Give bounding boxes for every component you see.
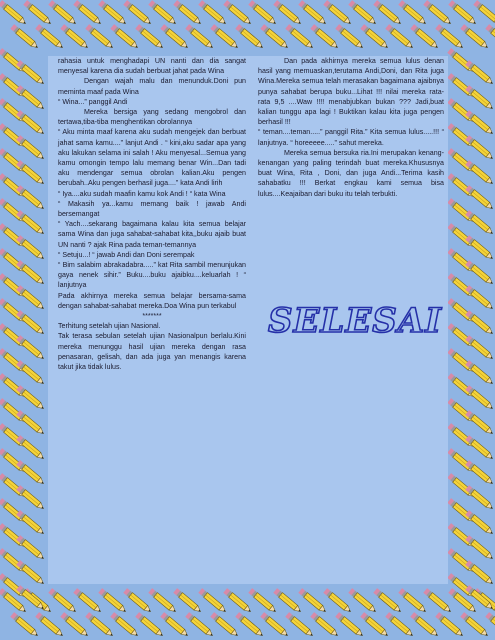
pencil-icon: [310, 24, 339, 50]
pencil-icon: [173, 588, 202, 614]
pencil-icon: [465, 510, 494, 536]
pencil-icon: [198, 0, 227, 26]
pencil-icon: [85, 612, 114, 638]
pencil-icon: [465, 285, 494, 311]
pencil-icon: [16, 235, 45, 261]
pencil-icon: [16, 335, 45, 361]
pencil-icon: [16, 360, 45, 386]
pencil-icon: [198, 588, 227, 614]
pencil-icon: [465, 535, 494, 561]
paragraph: *******: [142, 312, 162, 321]
pencil-icon: [465, 185, 494, 211]
pencil-icon: [16, 85, 45, 111]
pencil-icon: [410, 24, 439, 50]
pencil-icon: [135, 24, 164, 50]
pencil-icon: [60, 612, 89, 638]
pencil-icon: [248, 0, 277, 26]
pencil-icon: [110, 612, 139, 638]
pencil-icon: [260, 24, 289, 50]
pencil-icon: [16, 210, 45, 236]
pencil-icon: [16, 410, 45, 436]
pencil-icon: [435, 612, 464, 638]
pencil-icon: [460, 24, 489, 50]
selesai-text: SELESAI: [267, 301, 443, 341]
pencil-icon: [373, 588, 402, 614]
paragraph: “ Makasih ya...kamu memang baik ! jawab Andi bersemangat: [58, 199, 246, 219]
pencil-icon: [335, 24, 364, 50]
paragraph: “ Setuju...! “ jawab Andi dan Doni serempak: [58, 250, 195, 259]
pencil-icon: [148, 588, 177, 614]
pencil-icon: [335, 612, 364, 638]
pencil-icon: [348, 0, 377, 26]
pencil-icon: [235, 612, 264, 638]
pencil-icon: [385, 24, 414, 50]
pencil-icon: [10, 24, 39, 50]
pencil-icon: [465, 360, 494, 386]
paragraph: Pada akhirnya mereka semua belajar bersama-sama dengan sahabat-sahabat mereka.Doa Wina pun terkabul: [58, 291, 246, 310]
pencil-icon: [460, 612, 489, 638]
pencil-icon: [48, 0, 77, 26]
pencil-icon: [123, 0, 152, 26]
pencil-icon: [360, 612, 389, 638]
pencil-icon: [135, 612, 164, 638]
pencil-icon: [16, 485, 45, 511]
pencil-icon: [465, 385, 494, 411]
pencil-icon: [16, 185, 45, 211]
left-column: [58, 56, 246, 372]
paragraph: Tak terasa sebulan setelah ujian Nasionalpun berlalu.Kini mereka menunggu hasil ujian mereka dengan rasa penasaran, gelisah, dan ada juga yan menangis karena takut jika tidak lulus.: [58, 332, 246, 372]
pencil-icon: [85, 24, 114, 50]
paragraph: “ Wina...” panggil Andi: [58, 97, 128, 106]
pencil-icon: [323, 588, 352, 614]
pencil-icon: [360, 24, 389, 50]
paragraph: rahasia untuk menghadapi UN nanti dan dia sangat menyesal karena dia sudah berbuat jahat pada Wina: [58, 57, 246, 76]
pencil-icon: [110, 24, 139, 50]
pencil-icon: [260, 612, 289, 638]
pencil-icon: [465, 135, 494, 161]
pencil-icon: [465, 110, 494, 136]
pencil-icon: [465, 410, 494, 436]
pencil-icon: [298, 588, 327, 614]
pencil-icon: [16, 460, 45, 486]
pencil-icon: [465, 460, 494, 486]
pencil-icon: [423, 0, 452, 26]
pencil-icon: [185, 612, 214, 638]
pencil-icon: [16, 310, 45, 336]
pencil-icon: [185, 24, 214, 50]
pencil-icon: [465, 85, 494, 111]
pencil-icon: [465, 435, 494, 461]
pencil-icon: [16, 535, 45, 561]
paragraph: Mereka semua bersuka ria.Ini merupakan kenang-kenangan yang paling terindah buat mereka.Khususnya buat Wina, Rita , Doni, dan juga Andi...Terima kasih sahabatku !!! Berkat engkau kami semua bisa lulus....Keajaiban dari buku itu telah terbukti.: [258, 148, 444, 198]
pencil-icon: [98, 0, 127, 26]
pencil-icon: [16, 285, 45, 311]
pencil-icon: [348, 588, 377, 614]
pencil-icon: [385, 612, 414, 638]
pencil-icon: [16, 60, 45, 86]
right-column: [258, 56, 444, 199]
page-panel: [48, 56, 448, 584]
pencil-icon: [35, 24, 64, 50]
pencil-icon: [423, 588, 452, 614]
pencil-icon: [373, 0, 402, 26]
pencil-icon: [16, 160, 45, 186]
pencil-icon: [465, 60, 494, 86]
paragraph: Terhitung setelah ujian Nasional.: [58, 322, 161, 331]
selesai-wordart: [267, 296, 443, 346]
paragraph: “ Aku minta maaf karena aku sudah mengejek dan berbuat jahat sama kamu....” lanjut Andi . “ kini,aku sadar apa yang aku lakukan selama ini salah ! Aku menyesal...Semua yang kamu omongin tempo lalu memang benar Win...Dan tadi aku mendengar semua obrolan kalian.Aku pengen berubah..Aku pengen berhasil juga....” kata Andi lirih: [58, 128, 246, 188]
pencil-icon: [73, 588, 102, 614]
paragraph: Dan pada akhirnya mereka semua lulus denan hasil yang memuaskan,terutama Andi,Doni, dan Rita juga Wina.Mereka semua telah merasakan bagaimana ajaibnya punya sahabat berupa buku...Lihat !!! nilai mereka rata-rata 9,5 ....Waw !!!! menabjubkan bukan ??? Jadi,buat kalian tunggu apa lagi ! Buktikan kalau kita juga pengen berhasil !!!: [258, 57, 444, 127]
pencil-icon: [73, 0, 102, 26]
pencil-icon: [160, 612, 189, 638]
pencil-icon: [16, 385, 45, 411]
pencil-icon: [273, 0, 302, 26]
pencil-icon: [210, 24, 239, 50]
pencil-icon: [48, 588, 77, 614]
paragraph: “ teman....teman.....” panggil Rita.” Kita semua lulus.....!!! “ lanjutnya. “ horeeeee.....” sahut mereka.: [258, 128, 444, 147]
pencil-icon: [465, 335, 494, 361]
pencil-icon: [16, 260, 45, 286]
pencil-icon: [235, 24, 264, 50]
paragraph: “ Bim salabim abrakadabra.....” kat Rita sambil menunjukan gaya nenek sihir.” Buku....buku ajaibku....keluarlah ! “ lanjutnya: [58, 261, 246, 290]
pencil-icon: [285, 612, 314, 638]
pencil-icon: [323, 0, 352, 26]
pencil-icon: [160, 24, 189, 50]
pencil-icon: [148, 0, 177, 26]
pencil-icon: [210, 612, 239, 638]
pencil-icon: [465, 160, 494, 186]
pencil-icon: [465, 310, 494, 336]
pencil-icon: [248, 588, 277, 614]
pencil-icon: [465, 560, 494, 586]
paragraph: “ Yach....sekarang bagaimana kalau kita semua belajar sama Wina dan juga sahabat-sahabat kita,,buku ajaib buat UN nanti ? ajak Rina pada teman-temannya: [58, 220, 246, 249]
pencil-icon: [16, 110, 45, 136]
paragraph: Mereka bersiga yang sedang mengobrol dan tertawa,tiba-tiba menghentikan obrolannya: [58, 108, 246, 127]
pencil-icon: [410, 612, 439, 638]
pencil-icon: [0, 0, 27, 26]
pencil-icon: [473, 0, 495, 26]
pencil-icon: [16, 435, 45, 461]
pencil-icon: [35, 612, 64, 638]
pencil-icon: [285, 24, 314, 50]
pencil-icon: [16, 135, 45, 161]
pencil-icon: [173, 0, 202, 26]
pencil-icon: [465, 260, 494, 286]
pencil-icon: [298, 0, 327, 26]
pencil-icon: [310, 612, 339, 638]
pencil-icon: [16, 510, 45, 536]
pencil-icon: [23, 0, 52, 26]
pencil-icon: [60, 24, 89, 50]
pencil-icon: [435, 24, 464, 50]
pencil-icon: [465, 485, 494, 511]
paragraph: “ Iya....aku sudah maafin kamu kok Andi ! “ kata Wina: [58, 189, 226, 198]
pencil-icon: [10, 612, 39, 638]
pencil-icon: [223, 588, 252, 614]
pencil-icon: [448, 0, 477, 26]
pencil-icon: [273, 588, 302, 614]
pencil-icon: [98, 588, 127, 614]
pencil-icon: [223, 0, 252, 26]
paragraph: Dengan wajah malu dan menunduk.Doni pun meminta maaf pada Wina: [58, 77, 246, 96]
pencil-icon: [398, 588, 427, 614]
pencil-icon: [398, 0, 427, 26]
pencil-icon: [16, 560, 45, 586]
pencil-icon: [465, 210, 494, 236]
pencil-icon: [123, 588, 152, 614]
pencil-icon: [465, 235, 494, 261]
